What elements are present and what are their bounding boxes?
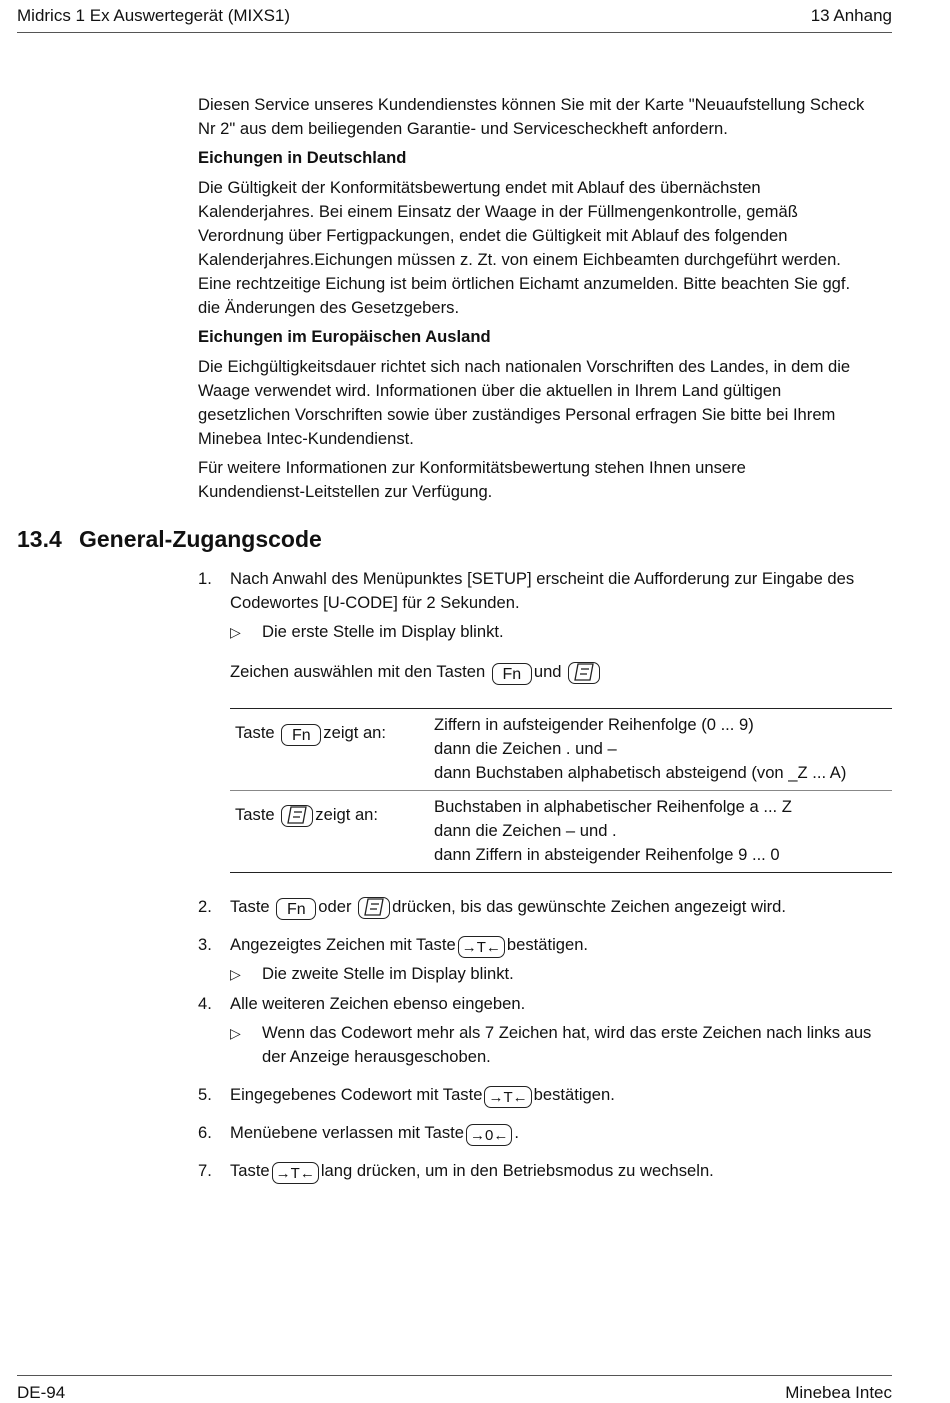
zero-key-icon: →0← xyxy=(466,1124,512,1146)
text-line: Eine rechtzeitige Eichung ist beim örtlichen Eichamt anzumelden. Bitte beachten Sie ggf. xyxy=(198,274,851,293)
step-number: 1. xyxy=(198,569,212,588)
footer-brand: Minebea Intec xyxy=(785,1383,892,1402)
step-number: 4. xyxy=(198,994,212,1013)
step-5 xyxy=(198,1083,898,1109)
fn-key-icon: Fn xyxy=(281,724,321,746)
table-bottom-rule xyxy=(230,872,892,873)
text: Angezeigtes Zeichen mit Taste xyxy=(230,935,456,954)
select-keys-line xyxy=(230,660,898,685)
text-line: Minebea Intec-Kundendienst. xyxy=(198,429,414,448)
text-line: Kalenderjahres.Eichungen müssen z. Zt. von einem Eichbeamten durchgeführt werden. xyxy=(198,250,841,269)
header-rule xyxy=(17,32,892,33)
print-key-icon xyxy=(568,662,600,684)
header-chapter: 13 Anhang xyxy=(810,6,892,25)
text-line: Kundendienst-Leitstellen zur Verfügung. xyxy=(198,482,493,501)
step-7 xyxy=(198,1159,898,1185)
text-line: dann die Zeichen – und . xyxy=(434,821,617,840)
text: Zeichen auswählen mit den Tasten xyxy=(230,662,486,681)
text: Alle weiteren Zeichen ebenso eingeben. xyxy=(230,994,526,1013)
section-number: 13.4 xyxy=(17,526,62,552)
table-cell-key xyxy=(235,721,386,746)
text-line: Waage verwendet wird. Informationen über die aktuellen in Ihrem Land gültigen xyxy=(198,381,782,400)
text: Eingegebenes Codewort mit Taste xyxy=(230,1085,483,1104)
result-text: Die erste Stelle im Display blinkt. xyxy=(262,622,504,641)
text-line: dann die Zeichen . und – xyxy=(434,739,617,758)
tare-key-icon: →T← xyxy=(484,1086,531,1108)
step-number: 7. xyxy=(198,1161,212,1180)
text: zeigt an: xyxy=(315,805,379,824)
text-line: Nach Anwahl des Menüpunktes [SETUP] erscheint die Aufforderung zur Eingabe des xyxy=(230,569,855,588)
step-number: 5. xyxy=(198,1085,212,1104)
text: bestätigen. xyxy=(506,935,589,954)
text: Taste xyxy=(235,805,275,824)
text-line: Ziffern in aufsteigender Reihenfolge (0 ... 9) xyxy=(434,715,754,734)
text: Taste xyxy=(230,1161,270,1180)
text-line: Die Gültigkeit der Konformitätsbewertung endet mit Ablauf des übernächsten xyxy=(198,178,761,197)
step-4-result xyxy=(230,1021,898,1069)
text-line: dann Ziffern in absteigender Reihenfolge 9 ... 0 xyxy=(434,845,780,864)
text-line: gesetzlichen Vorschriften sowie über zuständiges Personal erfragen Sie bitte bei Ihrem xyxy=(198,405,836,424)
table-cell-description xyxy=(434,713,892,785)
deutschland-paragraph xyxy=(198,176,898,320)
text: und xyxy=(533,662,562,681)
footer-rule xyxy=(17,1375,892,1376)
text: zeigt an: xyxy=(323,723,387,742)
result-triangle-icon: ▷ xyxy=(230,624,241,640)
header-title: Midrics 1 Ex Auswertegerät (MIXS1) xyxy=(17,6,291,25)
tare-key-icon: →T← xyxy=(272,1162,319,1184)
step-1 xyxy=(198,567,898,615)
europa-paragraph xyxy=(198,355,898,451)
more-info-paragraph xyxy=(198,456,898,504)
heading-eichungen-europa: Eichungen im Europäischen Ausland xyxy=(198,327,491,346)
print-key-icon xyxy=(358,897,390,919)
text-line: Verordnung über Fertigpackungen, endet die Gültigkeit mit Ablauf des folgenden xyxy=(198,226,788,245)
text: Menüebene verlassen mit Taste xyxy=(230,1123,464,1142)
text-line: dann Buchstaben alphabetisch absteigend (von _Z ... A) xyxy=(434,763,847,782)
section-title: General-Zugangscode xyxy=(79,526,322,552)
table-row-rule xyxy=(230,790,892,791)
step-2 xyxy=(198,895,898,921)
text-line: Buchstaben in alphabetischer Reihenfolge a ... Z xyxy=(434,797,792,816)
result-triangle-icon: ▷ xyxy=(230,1025,241,1041)
text: lang drücken, um in den Betriebsmodus zu wechseln. xyxy=(320,1161,714,1180)
table-cell-description xyxy=(434,795,892,867)
text: oder xyxy=(318,897,352,916)
step-number: 2. xyxy=(198,897,212,916)
table-row xyxy=(230,795,892,873)
table-top-rule xyxy=(230,708,892,709)
step-number: 6. xyxy=(198,1123,212,1142)
section-heading xyxy=(17,526,322,553)
text-line: Nr 2" aus dem beiliegenden Garantie- und Servicescheckheft anfordern. xyxy=(198,119,728,138)
text-line: Kalenderjahres. Bei einem Einsatz der Waage in der Füllmengenkontrolle, gemäß xyxy=(198,202,798,221)
page-number: DE-94 xyxy=(17,1383,66,1402)
table-cell-key xyxy=(235,803,378,827)
text-line: Diesen Service unseres Kundendienstes können Sie mit der Karte "Neuaufstellung Scheck xyxy=(198,95,865,114)
text-line: die Änderungen des Gesetzgebers. xyxy=(198,298,460,317)
text-line: der Anzeige herausgeschoben. xyxy=(262,1047,491,1066)
step-3-result xyxy=(230,962,898,986)
result-text: Die zweite Stelle im Display blinkt. xyxy=(262,964,514,983)
step-4 xyxy=(198,992,898,1016)
text-line: Codewortes [U-CODE] für 2 Sekunden. xyxy=(230,593,520,612)
text: bestätigen. xyxy=(533,1085,615,1104)
tare-key-icon: →T← xyxy=(458,936,505,958)
result-triangle-icon: ▷ xyxy=(230,966,241,982)
text: drücken, bis das gewünschte Zeichen angezeigt wird. xyxy=(392,897,787,916)
text-line: Wenn das Codewort mehr als 7 Zeichen hat, wird das erste Zeichen nach links aus xyxy=(262,1023,872,1042)
step-number: 3. xyxy=(198,935,212,954)
step-3 xyxy=(198,933,898,959)
text: . xyxy=(514,1123,519,1142)
text: Taste xyxy=(235,723,275,742)
step-1-result xyxy=(230,620,898,644)
heading-eichungen-deutschland: Eichungen in Deutschland xyxy=(198,148,407,167)
fn-key-icon: Fn xyxy=(492,663,532,685)
text: Taste xyxy=(230,897,270,916)
step-6 xyxy=(198,1121,898,1147)
table-row xyxy=(230,713,892,791)
text-line: Für weitere Informationen zur Konformitätsbewertung stehen Ihnen unsere xyxy=(198,458,746,477)
service-paragraph xyxy=(198,93,898,141)
print-key-icon xyxy=(281,805,313,827)
text-line: Die Eichgültigkeitsdauer richtet sich nach nationalen Vorschriften des Landes, in dem die xyxy=(198,357,851,376)
fn-key-icon: Fn xyxy=(276,898,316,920)
